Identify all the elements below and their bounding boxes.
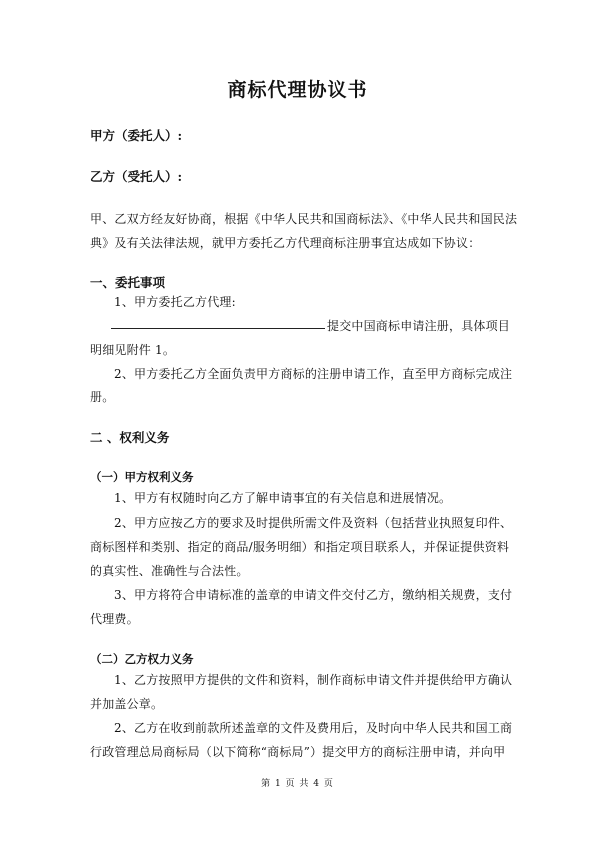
party-a-clause-line: 代理费。	[90, 612, 139, 626]
section1-item1-line: 提交中国商标申请注册，具体项目	[327, 319, 511, 333]
party-a-label: 甲方（委托人）:	[90, 128, 183, 143]
party-a-clause-line: 商标图样和类别、指定的商品/服务明细）和指定项目联系人，并保证提供资料	[90, 540, 510, 554]
party-a-clause-line: 的真实性、准确性与合法性。	[90, 564, 249, 578]
party-b-label: 乙方（受托人）:	[90, 169, 183, 184]
subsection-party-a-heading: （一）甲方权利义务	[90, 470, 194, 484]
section2-heading: 二 、权利义务	[90, 430, 170, 445]
party-b-clause-line: 1、乙方按照甲方提供的文件和资料，制作商标申请文件并提供给甲方确认	[114, 673, 513, 687]
subsection-party-b-heading: （二）乙方权力义务	[90, 652, 194, 666]
party-a-clause-line: 3、甲方将符合申请标准的盖章的申请文件交付乙方，缴纳相关规费，支付	[114, 588, 513, 602]
party-a-clause-line: 1、甲方有权随时向乙方了解申请事宜的有关信息和进展情况。	[114, 491, 452, 505]
intro-paragraph-line: 甲、乙双方经友好协商，根据《中华人民共和国商标法》、《中华人民共和国民法	[90, 212, 518, 226]
section1-heading: 一、委托事项	[90, 275, 166, 290]
page-number-footer: 第 1 页 共 4 页	[261, 779, 334, 789]
agent-name-blank-line	[111, 328, 325, 329]
intro-paragraph-line: 典》及有关法律法规，就甲方委托乙方代理商标注册事宜达成如下协议：	[90, 236, 481, 250]
document-title: 商标代理协议书	[227, 79, 368, 101]
party-b-clause-line: 并加盖公章。	[90, 697, 164, 711]
section1-item1-line: 明细见附件 1。	[90, 343, 176, 357]
party-b-clause-line: 2、乙方在收到前款所述盖章的文件及费用后，及时向中华人民共和国工商	[114, 721, 513, 735]
section1-item2-line: 册。	[90, 390, 115, 404]
section1-item2-line: 2、甲方委托乙方全面负责甲方商标的注册申请工作，直至甲方商标完成注	[114, 367, 513, 381]
party-a-clause-line: 2、甲方应按乙方的要求及时提供所需文件及资料（包括营业执照复印件、	[114, 516, 513, 530]
party-b-clause-line: 行政管理总局商标局（以下简称“商标局”）提交甲方的商标注册申请，并向甲	[90, 745, 506, 759]
section1-item1-line: 1、甲方委托乙方代理:	[114, 295, 236, 309]
